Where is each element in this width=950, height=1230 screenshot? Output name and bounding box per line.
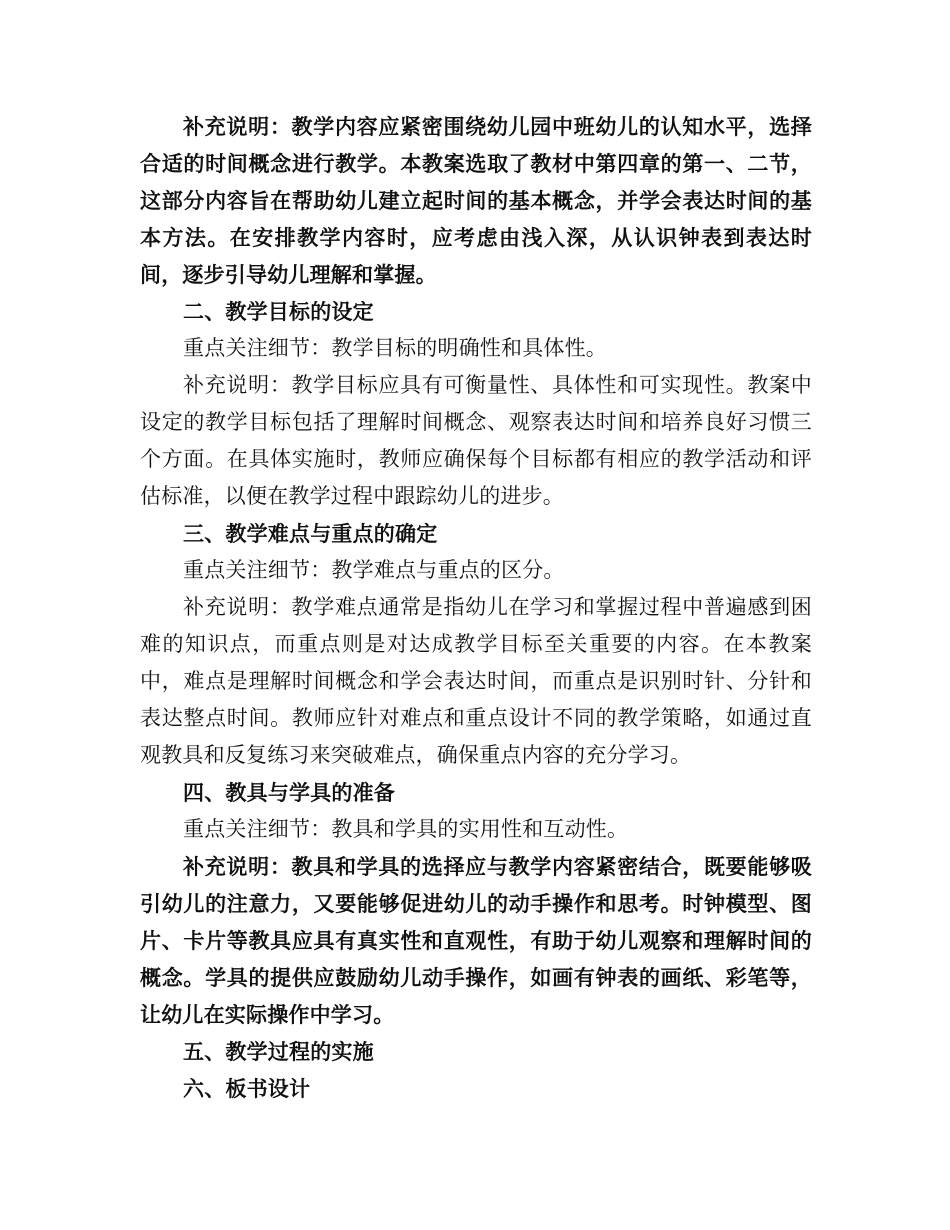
heading-teaching-goals: 二、教学目标的设定 <box>183 299 374 324</box>
heading-difficulties-keypoints: 三、教学难点与重点的确定 <box>183 521 438 546</box>
paragraph-goals-supplement: 补充说明：教学目标应具有可衡量性、具体性和可实现性。教案中设定的教学目标包括了理解时间概念、观察表达时间和培养良好习惯三个方面。在具体实施时，教师应确保每个目标都有相应的教学活动和评估标准，以便在教学过程中跟踪幼儿的进步。 <box>140 373 812 508</box>
heading-teaching-process: 五、教学过程的实施 <box>183 1039 374 1064</box>
paragraph-goals-focus: 重点关注细节：教学目标的明确性和具体性。 <box>183 336 607 360</box>
paragraph-difficulties-supplement: 补充说明：教学难点通常是指幼儿在学习和掌握过程中普遍感到困难的知识点，而重点则是对达成教学目标至关重要的内容。在本教案中，难点是理解时间概念和学会表达时间，而重点是识别时针、分针和表达整点时间。教师应针对难点和重点设计不同的教学策略，如通过直观教具和反复练习来突破难点，确保重点内容的充分学习。 <box>140 595 812 767</box>
paragraph-supplement-content: 补充说明：教学内容应紧密围绕幼儿园中班幼儿的认知水平，选择合适的时间概念进行教学。本教案选取了教材中第四章的第一、二节，这部分内容旨在帮助幼儿建立起时间的基本概念，并学会表达时间的基本方法。在安排教学内容时，应考虑由浅入深，从认识钟表到表达时间，逐步引导幼儿理解和掌握。 <box>140 114 812 287</box>
document-page <box>140 108 812 1107</box>
heading-teaching-aids: 四、教具与学具的准备 <box>183 780 395 805</box>
paragraph-aids-supplement: 补充说明：教具和学具的选择应与教学内容紧密结合，既要能够吸引幼儿的注意力，又要能够促进幼儿的动手操作和思考。时钟模型、图片、卡片等教具应具有真实性和直观性，有助于幼儿观察和理解时间的概念。学具的提供应鼓励幼儿动手操作，如画有钟表的画纸、彩笔等，让幼儿在实际操作中学习。 <box>140 854 812 1027</box>
paragraph-aids-focus: 重点关注细节：教具和学具的实用性和互动性。 <box>183 817 629 841</box>
heading-blackboard-design: 六、板书设计 <box>183 1076 311 1101</box>
paragraph-difficulties-focus: 重点关注细节：教学难点与重点的区分。 <box>183 558 565 582</box>
